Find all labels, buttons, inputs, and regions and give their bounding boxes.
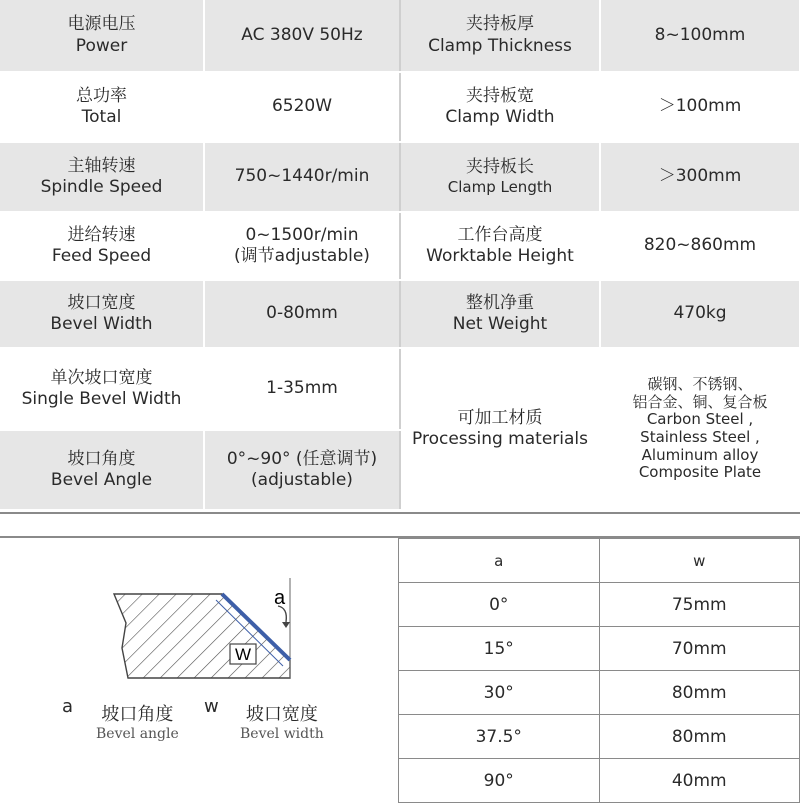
angle-arrowhead: [282, 622, 290, 628]
width-cell: 80mm: [599, 671, 800, 715]
width-cell: 70mm: [599, 627, 800, 671]
width-header: w: [599, 539, 800, 583]
bevel-diagram: [100, 568, 320, 688]
angle-table: [398, 538, 800, 803]
angle-cell: 90°: [399, 759, 600, 803]
w-mark: W: [234, 645, 252, 664]
spec-value: ＞100mm: [600, 72, 800, 142]
width-cell: 75mm: [599, 583, 800, 627]
spec-row: [0, 212, 800, 280]
spec-label: 整机净重 Net Weight: [400, 280, 600, 348]
spec-row: [0, 0, 800, 72]
table-row: [399, 671, 800, 715]
legend-a-en: Bevel angle: [96, 726, 179, 742]
spec-value: 0°~90° (任意调节) (adjustable): [204, 430, 400, 510]
table-row: [399, 715, 800, 759]
angle-header: a: [399, 539, 600, 583]
angle-cell: 15°: [399, 627, 600, 671]
angle-cell: 30°: [399, 671, 600, 715]
table-row: [399, 627, 800, 671]
legend-w-letter: w: [204, 696, 219, 717]
spec-label: 总功率 Total: [0, 72, 204, 142]
angle-cell: 37.5°: [399, 715, 600, 759]
legend-w: [240, 700, 324, 742]
spec-row: [0, 72, 800, 142]
legend-a: [96, 700, 179, 742]
spec-value: 8~100mm: [600, 0, 800, 72]
spec-value: AC 380V 50Hz: [204, 0, 400, 72]
spec-label: 夹持板厚 Clamp Thickness: [400, 0, 600, 72]
spec-value: 470kg: [600, 280, 800, 348]
spec-value: 6520W: [204, 72, 400, 142]
material-value: 碳钢、不锈钢、 铝合金、铜、复合板 Carbon Steel , Stainless Steel , Aluminum alloy Composite Plate: [600, 348, 800, 510]
spec-label: 单次坡口宽度 Single Bevel Width: [0, 348, 204, 430]
a-mark: a: [274, 587, 286, 609]
angle-cell: 0°: [399, 583, 600, 627]
spec-row: [0, 348, 800, 430]
legend-a-zh: 坡口角度: [101, 704, 174, 725]
spec-label: 坡口角度 Bevel Angle: [0, 430, 204, 510]
table-row: [399, 583, 800, 627]
spec-label: 进给转速 Feed Speed: [0, 212, 204, 280]
legend-w-zh: 坡口宽度: [245, 704, 318, 725]
spec-label: 夹持板长 Clamp Length: [400, 142, 600, 212]
spec-value: ＞300mm: [600, 142, 800, 212]
spec-label: 夹持板宽 Clamp Width: [400, 72, 600, 142]
spec-label: 电源电压 Power: [0, 0, 204, 72]
spec-value: 750~1440r/min: [204, 142, 400, 212]
material-label: 可加工材质 Processing materials: [400, 348, 600, 510]
spec-value: 1-35mm: [204, 348, 400, 430]
width-cell: 80mm: [599, 715, 800, 759]
legend-a-letter: a: [62, 696, 74, 717]
spec-label: 工作台高度 Worktable Height: [400, 212, 600, 280]
angle-header-row: [399, 539, 800, 583]
spec-row: [0, 280, 800, 348]
spec-label: 主轴转速 Spindle Speed: [0, 142, 204, 212]
spec-value: 0~1500r/min (调节adjustable): [204, 212, 400, 280]
table-row: [399, 759, 800, 803]
spec-value: 0-80mm: [204, 280, 400, 348]
width-cell: 40mm: [599, 759, 800, 803]
spec-label: 坡口宽度 Bevel Width: [0, 280, 204, 348]
divider: [0, 512, 800, 514]
spec-value: 820~860mm: [600, 212, 800, 280]
legend-w-en: Bevel width: [240, 726, 324, 742]
spec-row: [0, 142, 800, 212]
